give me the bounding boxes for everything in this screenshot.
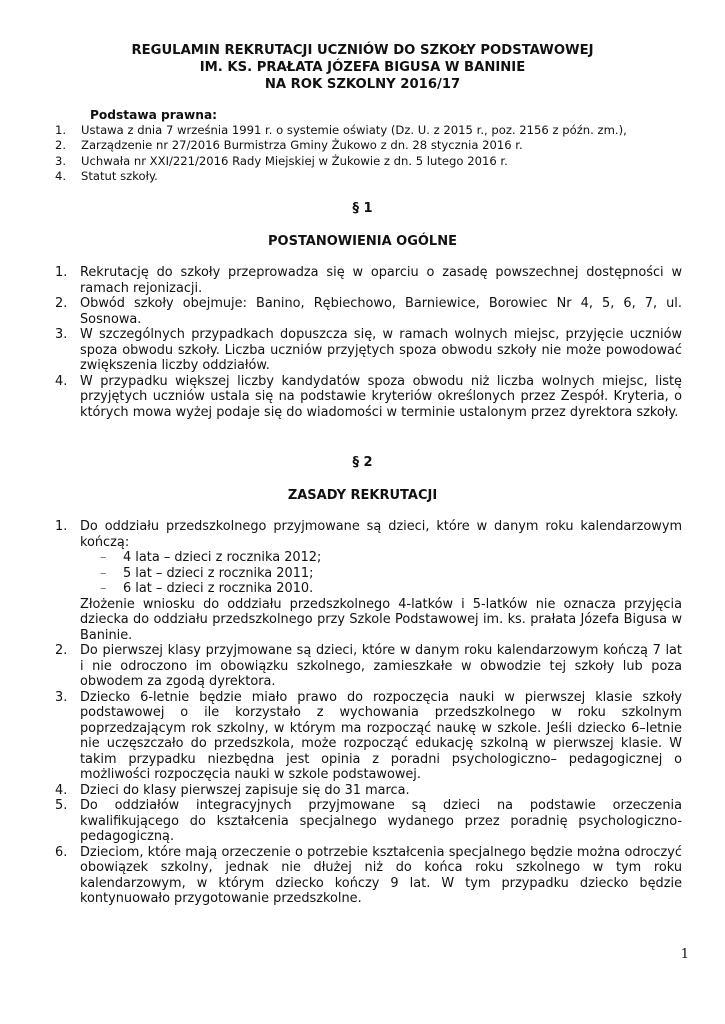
item-text: Obwód szkoły obejmuje: Banino, Rębiechowo, Barniewice, Borowiec Nr 4, 5, 6, 7, ul. Sosnowa. bbox=[80, 296, 682, 327]
document-title-line-1: REGULAMIN REKRUTACJI UCZNIÓW DO SZKOŁY PODSTAWOWEJ bbox=[131, 43, 594, 58]
list-item bbox=[55, 327, 682, 374]
item-number: 3. bbox=[55, 153, 67, 168]
item-number: 4. bbox=[55, 782, 68, 798]
section-2-title: ZASADY REKRUTACJI bbox=[287, 488, 438, 503]
item-text: Dzieciom, które mają orzeczenie o potrzebie kształcenia specjalnego będzie można odroczyć obowiązek szkolny, jednak nie dłużej niż do końca roku szkolnego w tym roku kalendarzowym, w którym dziecko kończy 9 lat. W tym przypadku dziecko będzie kontynuowało przygotowanie przedszkolne. bbox=[80, 844, 682, 906]
list-item bbox=[55, 643, 682, 690]
item-text: Zarządzenie nr 27/2016 Burmistrza Gminy Żukowo z dn. 28 stycznia 2016 r. bbox=[81, 138, 523, 153]
document-title-line-2: IM. KS. PRAŁATA JÓZEFA BIGUSA W BANINIE bbox=[199, 60, 526, 75]
item-text: W szczególnych przypadkach dopuszcza się, w ramach wolnych miejsc, przyjęcie uczniów spoza obwodu szkoły. Liczba uczniów przyjętych spoza obwodu szkoły nie może powodować zwiększenia liczby oddziałów. bbox=[80, 327, 682, 373]
list-item bbox=[55, 783, 682, 799]
item-number: 4. bbox=[55, 169, 67, 184]
dash-bullet: – bbox=[100, 565, 107, 581]
list-item bbox=[55, 265, 682, 296]
legal-basis bbox=[55, 107, 695, 185]
age-group-item bbox=[55, 581, 682, 597]
item-number: 2. bbox=[55, 138, 67, 153]
list-item bbox=[55, 519, 682, 550]
item-text: Do oddziału przedszkolnego przyjmowane są dzieci, które w danym roku kalendarzowym kończą: bbox=[80, 519, 682, 550]
legal-basis-heading: Podstawa prawna: bbox=[90, 108, 218, 122]
list-item bbox=[55, 296, 682, 327]
item-text: Dziecko 6-letnie będzie miało prawo do rozpoczęcia nauki w pierwszej klasie szkoły podstawowej o ile korzystało z wychowania przedszkolnego w roku szkolnym poprzedzającym rok szkolny, w którym ma rozpocząć naukę w szkole. Jeśli dziecko 6–letnie nie uczęszczało do przedszkola, może rozpocząć edukację szkolną w pierwszej klasie. W takim przypadku niezbędna jest opinia z poradni psychologiczno– pedagogicznej o możliwości rozpoczęcia nauki w szkole podstawowej. bbox=[80, 689, 682, 782]
legal-basis-item bbox=[55, 154, 695, 169]
page-number: 1 bbox=[680, 947, 689, 962]
list-item-note bbox=[55, 597, 682, 644]
item-text: W przypadku większej liczby kandydatów spoza obwodu niż liczba wolnych miejsc, listę przyjętych uczniów ustala się na podstawie kryteriów określonych przez Zespół. Kryteria, o których mowa wyżej podaje się do wiadomości w terminie ustalonym przez dyrektora szkoły. bbox=[80, 373, 682, 420]
item-text: Statut szkoły. bbox=[81, 169, 158, 184]
item-text: Ustawa z dnia 7 września 1991 r. o systemie oświaty (Dz. U. z 2015 r., poz. 2156 z późn. zm.), bbox=[81, 123, 627, 137]
item-text: Rekrutację do szkoły przeprowadza się w oparciu o zasadę powszechnej dostępności w ramach rejonizacji. bbox=[80, 265, 682, 296]
section-2-list bbox=[55, 519, 682, 907]
document-title-line-3: NA ROK SZKOLNY 2016/17 bbox=[264, 77, 461, 92]
section-1-list bbox=[55, 265, 682, 420]
item-number: 1. bbox=[55, 519, 68, 534]
section-2-symbol: § 2 bbox=[352, 455, 373, 470]
legal-basis-item bbox=[55, 138, 695, 153]
item-number: 4. bbox=[55, 373, 68, 389]
item-number: 5. bbox=[55, 798, 68, 813]
item-text: 6 lat – dzieci z rocznika 2010. bbox=[123, 581, 314, 596]
item-text: Dzieci do klasy pierwszej zapisuje się do 31 marca. bbox=[80, 782, 410, 798]
item-text: Do oddziałów integracyjnych przyjmowane są dzieci na podstawie orzeczenia kwalifikującego do kształcenia specjalnego wydanego przez poradnię psychologiczno-pedagogiczną. bbox=[80, 798, 682, 844]
list-item bbox=[55, 690, 682, 783]
item-number: 2. bbox=[55, 296, 68, 311]
item-number: 3. bbox=[55, 689, 68, 705]
item-number: 6. bbox=[55, 844, 68, 860]
item-text: 5 lat – dzieci z rocznika 2011; bbox=[123, 565, 314, 581]
item-number: 3. bbox=[55, 327, 68, 342]
list-item bbox=[55, 798, 682, 845]
dash-bullet: – bbox=[100, 550, 107, 565]
section-1-title: POSTANOWIENIA OGÓLNE bbox=[268, 234, 457, 249]
legal-basis-item bbox=[55, 169, 695, 184]
age-group-item bbox=[55, 550, 682, 566]
section-1-symbol: § 1 bbox=[352, 201, 373, 216]
list-item bbox=[55, 845, 682, 907]
item-number: 1. bbox=[55, 265, 68, 280]
legal-basis-item bbox=[55, 123, 695, 138]
item-number: 2. bbox=[55, 643, 68, 658]
item-text: Do pierwszej klasy przyjmowane są dzieci, które w danym roku kalendarzowym kończą 7 lat i nie odroczono im obowiązku szkolnego, zamieszkałe w obwodzie tej szkoły lub poza obwodem za zgodą dyrektora. bbox=[80, 643, 682, 689]
legal-basis-list bbox=[55, 123, 695, 185]
item-text: Uchwała nr XXI/221/2016 Rady Miejskiej w Żukowie z dn. 5 lutego 2016 r. bbox=[81, 153, 508, 168]
dash-bullet: – bbox=[100, 581, 107, 596]
age-group-item bbox=[55, 566, 682, 582]
list-item bbox=[55, 374, 682, 421]
item-number: 1. bbox=[55, 123, 67, 137]
item-text: Złożenie wniosku do oddziału przedszkolnego 4-latków i 5-latków nie oznacza przyjęcia dziecka do oddziału przedszkolnego przy Szkole Podstawowej im. ks. prałata Józefa Bigusa w Baninie. bbox=[80, 596, 682, 643]
item-text: 4 lata – dzieci z rocznika 2012; bbox=[123, 550, 322, 565]
